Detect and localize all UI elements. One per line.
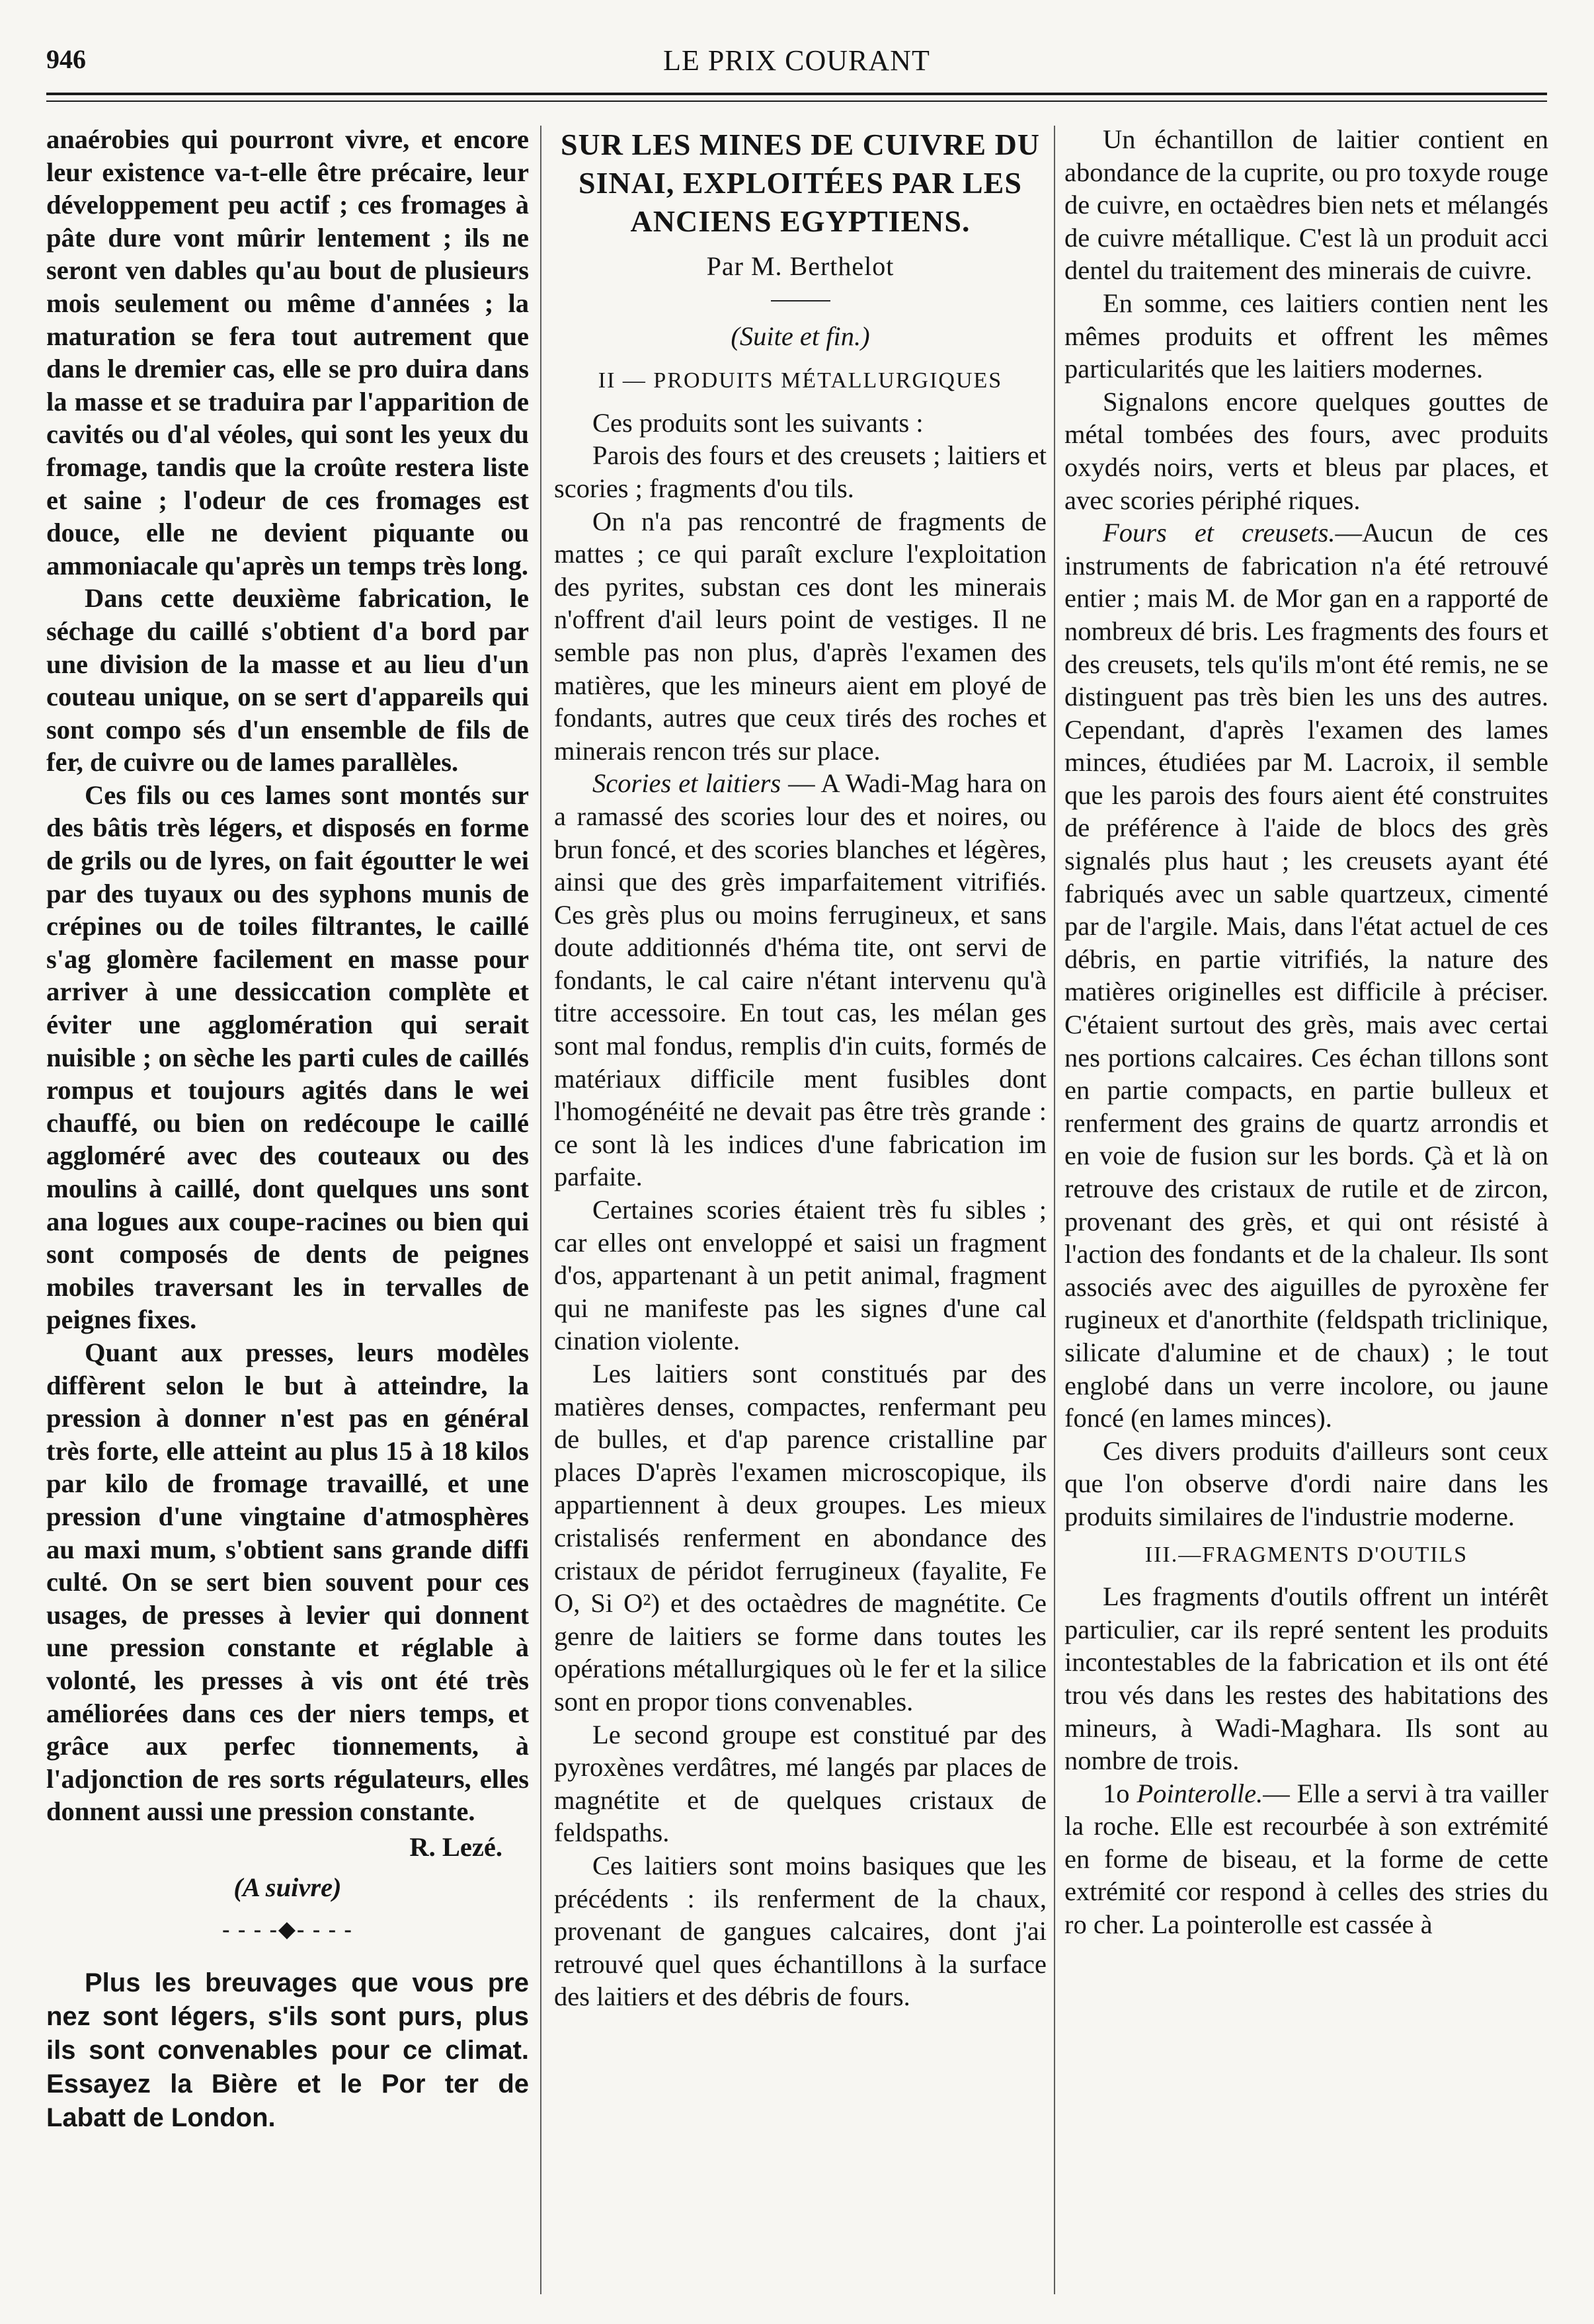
paragraph-text: — A Wadi-Mag hara on a ramassé des scories lour des et noires, ou brun foncé, et des scories blanches et légères, ainsi que des grès imparfaitement vitrifiés. Ces grès plus ou moins ferrugineux, et sans doute additionnés d'héma tite, ont servi de fondants, le cal caire n'étant intervenu qu'à titre accessoire. En tout cas, les mélan ges sont mal fondus, remplis d'in cuits, formés de matériaux difficile ment fusibles dont l'homogénéité ne devait pas être très grande : ce sont là les indices d'une fabrication im parfaite. (554, 768, 1047, 1192)
run-in-heading: Pointerolle. (1136, 1778, 1263, 1808)
author-signature: R. Lezé. (409, 1831, 502, 1862)
paragraph: En somme, ces laitiers contien nent les mêmes produits et offrent les mêmes particularités que les laitiers modernes. (1064, 288, 1548, 384)
to-be-continued: (A suivre) (233, 1872, 342, 1903)
column-1 (46, 123, 529, 2298)
item-number: 1o (1103, 1778, 1137, 1808)
column-separator (1054, 126, 1055, 2294)
paragraph: Le second groupe est constitué par des pyroxènes verdâtres, mé langés par places de magnétite et de quelques cristaux de feldspaths. (554, 1719, 1047, 1848)
column-2 (554, 123, 1047, 2298)
byline: Par M. Berthelot (706, 251, 895, 281)
paragraph: Ces laitiers sont moins basiques que les précédents : ils renferment de la chaux, provenant de gangues calcaires, dont j'ai retrouvé quel ques échantillons à la surface des laitiers et des débris de fours. (554, 1850, 1047, 2012)
column-3 (1064, 123, 1548, 2298)
run-in-heading: Fours et creusets. (1103, 518, 1335, 548)
paragraph: Ces produits sont les suivants : (592, 407, 924, 438)
paragraph: anaérobies qui pourront vivre, et encore leur existence va-t-elle être précaire, leur développement peu actif ; ces fromages à pâte dure vont mûrir lentement ; ils ne seront ven dables qu'au bout de plusieurs mois seulement ou même d'années ; la maturation se fera tout autrement que dans le dremier cas, elle se pro duira dans la masse et se traduira par l'apparition de cavités ou d'al véoles, qui sont les yeux du fromage, tandis que la croûte restera liste et saine ; l'odeur de ces fromages est douce, elle ne devient piquante ou ammoniacale qu'après un temps très long. (46, 124, 529, 581)
paragraph-fours (1064, 516, 1548, 1435)
advertisement: Plus les breuvages que vous pre nez sont légers, s'ils sont purs, plus ils sont convenables pour ce climat. Essayez la Bière et le Por ter de Labatt de London. (46, 1968, 529, 2132)
paragraph-pointerolle (1064, 1777, 1548, 1941)
paragraph-text: —Aucun de ces instruments de fabrication n'a été retrouvé entier ; mais M. de Mor gan en a rapporté de nombreux dé bris. Les fragments des fours et des creusets, tels qu'ils m'ont été remis, ne se distinguent pas très bien les uns des autres. Cependant, d'après l'examen des lames minces, étudiées par M. Lacroix, il semble que les parois des fours aient été construites de préférence à l'aide de blocs des grès signalés plus haut ; les creusets ayant été fabriqués avec un sable quartzeux, cimenté par de l'argile. Mais, dans l'état actuel de ces débris, en partie vitrifiés, la nature des matières originelles est difficile à préciser. C'étaient surtout des grès, mais avec certai nes portions calcaires. Ces échan tillons sont en partie compacts, en partie bulleux et renferment des grains de quartz arrondis et en voie de fusion sur les bords. Çà et là on retrouve des cristaux de rutile et de zircon, provenant des grès, et qui ont résisté à l'action des fondants et de la chaleur. Ils sont associés avec des aiguilles de pyroxène fer rugineux et d'anorthite (feldspath triclinique, silicate d'alumine et de chaux) ; le tout englobé dans un verre incolore, ou jaune foncé (en lames minces). (1064, 518, 1548, 1433)
article-title: SUR LES MINES DE CUIVRE DU SINAI, EXPLOITÉES PAR LES ANCIENS EGYPTIENS. (560, 128, 1041, 238)
column-separator (540, 126, 541, 2294)
paragraph: Dans cette deuxième fabrication, le séchage du caillé s'obtient d'a bord par une division de la masse et au lieu d'un couteau unique, on se sert d'appareils qui sont compo sés d'un ensemble de fils de fer, de cuivre ou de lames parallèles. (46, 583, 529, 778)
paragraph-scories (554, 767, 1047, 1193)
page-header (46, 44, 1547, 83)
page-number: 946 (46, 44, 86, 74)
paragraph: Signalons encore quelques gouttes de métal tombées des fours, avec produits oxydés noirs, verts et bleus par places, et avec scories périphé riques. (1064, 386, 1548, 515)
paragraph: Parois des fours et des creusets ; laitiers et scories ; fragments d'ou tils. (554, 440, 1047, 503)
section-heading: II — PRODUITS MÉTALLURGIQUES (598, 368, 1003, 393)
section-divider: - - - -◆- - - - (222, 1917, 353, 1943)
continued-note: (Suite et fin.) (731, 321, 870, 351)
paragraph: Ces divers produits d'ailleurs sont ceux que l'on observe d'ordi naire dans les produits similaires de l'industrie moderne. (1064, 1435, 1548, 1531)
run-in-heading: Scories et laitiers (592, 768, 781, 799)
header-rule (46, 93, 1547, 95)
running-title: LE PRIX COURANT (663, 44, 930, 77)
paragraph: Les laitiers sont constitués par des matières denses, compactes, renfermant peu de bulles, et d'ap parence cristalline par places D'après l'examen microscopique, ils appartiennent à deux groupes. Les mieux cristalisés renferment en abondance des cristaux de péridot ferrugineux (fayalite, Fe O, Si O²) et des octaèdres de magnétite. Ce genre de laitiers se forme dans toutes les opérations métallurgiques où le fer et la silice sont en propor tions convenables. (554, 1359, 1047, 1716)
paragraph: Un échantillon de laitier contient en abondance de la cuprite, ou pro toxyde rouge de cuivre, en octaèdres bien nets et mélangés de cuivre métallique. C'est là un produit acci dentel du traitement des minerais de cuivre. (1064, 124, 1548, 286)
paragraph: On n'a pas rencontré de fragments de mattes ; ce qui paraît exclure l'exploitation des pyrites, substan ces dont les minerais n'offrent d'ail leurs point de vestiges. Il ne semble pas non plus, d'après l'examen des matières, que les mineurs aient em ployé de fondants, autres que ceux tirés des roches et minerais rencon trés sur place. (554, 506, 1047, 766)
paragraph-text: — Elle a servi à tra vailler la roche. Elle est recourbée à son extrémité en forme de biseau, et la forme de cette extrémité cor respond à celles des stries du ro cher. La pointerolle est cassée à (1064, 1778, 1548, 1940)
title-rule (771, 300, 830, 301)
paragraph: Les fragments d'outils offrent un intérêt particulier, car ils repré sentent les produits incontestables de la fabrication et ils ont été trou vés dans les restes des habitations des mineurs, à Wadi-Maghara. Ils sont au nombre de trois. (1064, 1582, 1548, 1776)
paragraph: Quant aux presses, leurs modèles diffèrent selon le but à atteindre, la pression à donner n'est pas en général très forte, elle atteint au plus 15 à 18 kilos par kilo de fromage travaillé, et une pression d'une vingtaine d'atmosphères au maxi mum, s'obtient sans grande diffi culté. On se sert bien souvent pour ces usages, de presses à levier qui donnent une pression constante et réglable à volonté, les presses à vis ont été très améliorées dans ces der niers temps, et grâce aux perfec tionnements, à l'adjonction de res sorts régulateurs, elles donnent aussi une pression constante. (46, 1337, 529, 1827)
paragraph: Ces fils ou ces lames sont montés sur des bâtis très légers, et disposés en forme de grils ou de lyres, on fait égoutter le wei par des tuyaux ou des syphons munis de crépines ou de toiles filtrantes, le caillé s'ag glomère facilement en masse pour arriver à une dessiccation complète et éviter une agglomération qui serait nuisible ; on sèche les parti cules de caillés rompus et toujours agités dans le wei chauffé, ou bien on redécoupe le caillé aggloméré avec des couteaux ou des moulins à caillé, dont quelques uns sont ana logues aux coupe-racines ou bien qui sont composés de dents de peignes mobiles traversant les in tervalles de peignes fixes. (46, 780, 529, 1335)
paragraph: Certaines scories étaient très fu sibles ; car elles ont enveloppé et saisi un fragment d'os, appartenant à un petit animal, fragment qui ne manifeste pas les signes d'une cal cination violente. (554, 1195, 1047, 1356)
section-heading: III.—FRAGMENTS D'OUTILS (1144, 1542, 1468, 1567)
header-rule-thin (46, 100, 1547, 102)
